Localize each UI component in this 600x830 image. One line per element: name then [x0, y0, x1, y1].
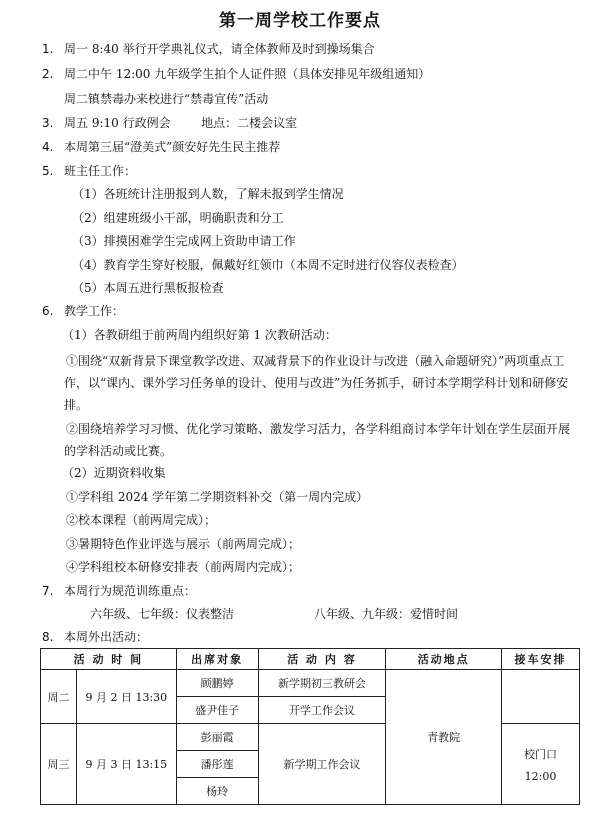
page-title: 第一周学校工作要点: [219, 11, 381, 31]
header-location: 活动地点: [386, 649, 502, 670]
time-cell: 9 月 3 日 13:15: [76, 724, 176, 805]
location-cell: 青教院: [386, 670, 502, 805]
day-cell: 周二: [41, 670, 77, 724]
item-text: 本周外出活动：: [64, 630, 149, 644]
item-6-1: [62, 328, 337, 343]
time-cell: 9 月 2 日 13:30: [76, 670, 176, 724]
item-text: ②校本课程（前两周完成）；: [66, 513, 217, 527]
item-text: 六年级、七年级：仪表整洁: [90, 607, 235, 621]
item-2: [42, 67, 430, 82]
outing-schedule-table: [40, 648, 580, 805]
item-text: ①学科组 2024 学年第二学期资料补交（第一周内完成）: [66, 490, 369, 504]
header-content: 活 动 内 容: [258, 649, 386, 670]
item-text: 周二中午 12:00 九年级学生拍个人证件照（具体安排见年级组通知）: [64, 67, 431, 81]
attendee-cell: 盛尹佳子: [176, 697, 258, 724]
item-8: [42, 630, 148, 645]
attendee-cell: 顾鹏婷: [176, 670, 258, 697]
content-cell: 新学期初三教研会: [258, 670, 386, 697]
item-2-sub: [64, 92, 268, 107]
item-text: ①围绕“双新背景下课堂教学改进、双减背景下的作业设计与改进（融入命题研究）”两项重点工作，以“课内、课外学习任务单的设计、使用与改进”为任务抓手，研讨本学期学科计划和研修安排。: [64, 354, 569, 412]
pickup-time: 12:00: [524, 769, 557, 783]
item-text: （2）组建班级小干部，明确职责和分工: [72, 211, 284, 225]
item-4: [42, 140, 280, 155]
item-text: （5）本周五进行黑板报检查: [72, 281, 224, 295]
item-5-1: [72, 187, 344, 202]
day-cell: 周三: [41, 724, 77, 805]
item-number: 7.: [42, 584, 54, 598]
item-3: [42, 116, 297, 131]
content-cell: 开学工作会议: [258, 697, 386, 724]
pickup-cell: [502, 724, 580, 805]
item-6-2: [62, 466, 166, 481]
attendee-cell: 杨玲: [176, 778, 258, 805]
item-6-2-d: [66, 560, 300, 575]
item-6-2-a: [66, 490, 368, 505]
item-text: （2）近期资料收集: [62, 466, 166, 480]
item-7: [42, 584, 196, 599]
item-6-2-c: [66, 537, 300, 552]
item-text: 班主任工作：: [64, 164, 137, 178]
item-text: （3）排摸困难学生完成网上资助申请工作: [72, 234, 296, 248]
item-text: 周一 8:40 举行开学典礼仪式，请全体教师及时到操场集合: [64, 42, 375, 56]
item-text: 周二镇禁毒办来校进行“禁毒宣传”活动: [64, 92, 269, 106]
item-5-3: [72, 234, 296, 249]
item-6: [42, 304, 124, 319]
header-time: 活 动 时 间: [41, 649, 177, 670]
item-1: [42, 42, 375, 57]
item-text: （4）教育学生穿好校服，佩戴好红领巾（本周不定时进行仪容仪表检查）: [72, 258, 464, 272]
item-number: 4.: [42, 140, 54, 154]
header-attendee: 出席对象: [176, 649, 258, 670]
item-7-b: [314, 607, 458, 622]
table-header-row: [41, 649, 580, 670]
item-7-a: [90, 607, 234, 622]
item-text: 本周行为规范训练重点：: [64, 584, 197, 598]
table-row: [41, 670, 580, 697]
item-text: （1）各班统计注册报到人数，了解未报到学生情况: [72, 187, 344, 201]
item-5-4: [72, 258, 464, 273]
content-cell: 新学期工作会议: [258, 724, 386, 805]
item-number: 8.: [42, 630, 54, 644]
attendee-cell: 彭丽霞: [176, 724, 258, 751]
item-number: 3.: [42, 116, 54, 130]
item-number: 1.: [42, 42, 54, 56]
item-text: 本周第三届“澄美式”颜安好先生民主推荐: [64, 140, 281, 154]
item-text: 周五 9:10 行政例会 地点：二楼会议室: [64, 116, 298, 130]
item-number: 6.: [42, 304, 54, 318]
item-number: 5.: [42, 164, 54, 178]
item-5-5: [72, 281, 224, 296]
item-text: ③暑期特色作业评选与展示（前两周完成）；: [66, 537, 301, 551]
item-text: （1）各教研组于前两周内组织好第 1 次教研活动：: [62, 328, 337, 342]
header-pickup: 接车安排: [502, 649, 580, 670]
pickup-empty-cell: [502, 670, 580, 724]
item-6-1-a: [64, 350, 580, 416]
item-text: ④学科组校本研修安排表（前两周内完成）；: [66, 560, 301, 574]
item-6-1-b: [64, 418, 580, 462]
item-6-2-b: [66, 513, 216, 528]
item-5-2: [72, 211, 284, 226]
item-text: 八年级、九年级：爱惜时间: [314, 607, 459, 621]
pickup-place: 校门口: [524, 747, 558, 761]
attendee-cell: 潘彤莲: [176, 751, 258, 778]
item-text: ②围绕培养学习习惯、优化学习策略、激发学习活力，各学科组商讨本学年计划在学生层面开展的学科活动或比赛。: [64, 422, 571, 458]
item-5: [42, 164, 136, 179]
item-text: 教学工作：: [64, 304, 125, 318]
item-number: 2.: [42, 67, 54, 81]
